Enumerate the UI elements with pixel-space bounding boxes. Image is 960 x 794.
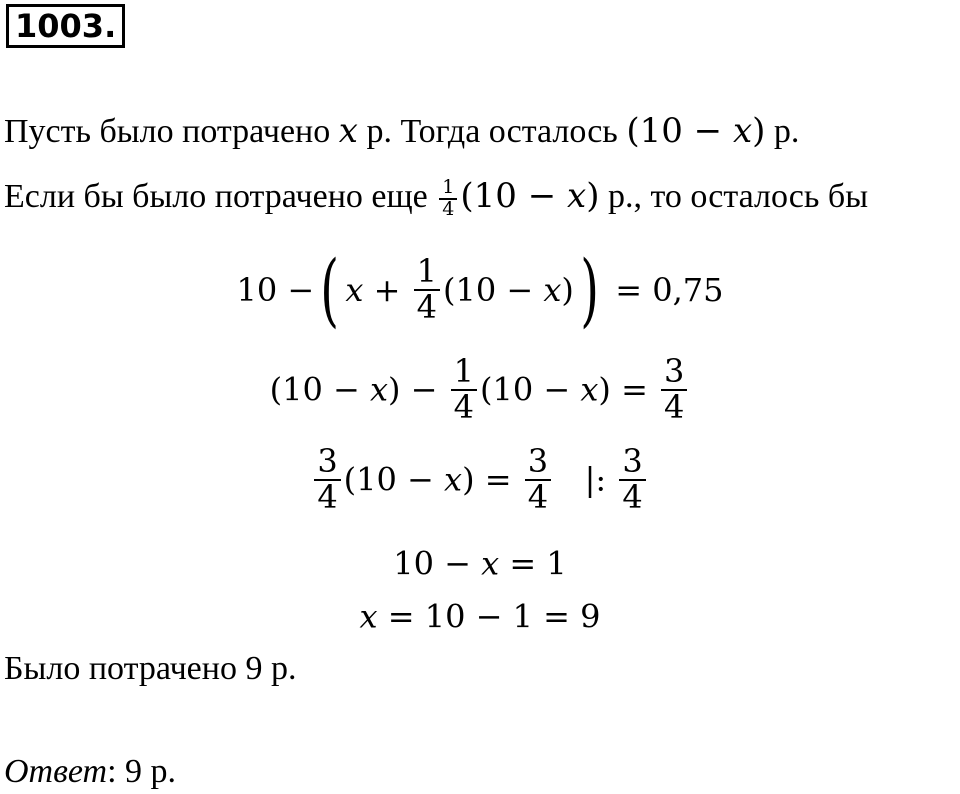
var-x: x bbox=[481, 544, 500, 583]
fraction-three-quarters: $\frac{3}{4}$ bbox=[661, 355, 687, 424]
expr-paren-close: ) bbox=[752, 111, 766, 151]
solution-line-1 bbox=[4, 111, 799, 152]
equation-5: x = 10 − 1 = 9 bbox=[359, 597, 601, 636]
fraction-three-quarters: $\frac{3}{4}$ bbox=[525, 445, 551, 514]
var-x: x bbox=[543, 271, 562, 309]
var-x: x bbox=[369, 370, 388, 409]
expr-paren-open: (10 − bbox=[460, 176, 568, 216]
equation-1: 10 −( x + $\frac{1}{4}$ (10 − x)) = 0,75 bbox=[236, 243, 724, 336]
expr-paren-close: ) bbox=[586, 176, 600, 216]
equation-3: $\frac{3}{4}$ (10 − x) = $\frac{3}{4}$ |: $\frac{3}{4}$ bbox=[0, 445, 960, 514]
line1-text-c: р. bbox=[765, 113, 800, 150]
problem-number: 1003. bbox=[6, 4, 125, 48]
fraction-one-quarter: $\frac{1}{4}$ bbox=[439, 178, 457, 220]
equation-4: 10 − x = 1 bbox=[393, 544, 567, 583]
var-x: x bbox=[580, 370, 599, 409]
var-x: x bbox=[567, 176, 587, 216]
var-x: x bbox=[732, 111, 753, 151]
var-x: x bbox=[359, 597, 378, 636]
answer-label: Ответ bbox=[4, 753, 108, 790]
equation-2: (10 − x) − $\frac{1}{4}$ (10 − x) = $\frac{3}{4}$ bbox=[0, 355, 960, 424]
answer bbox=[4, 752, 176, 792]
answer-value: : 9 р. bbox=[107, 753, 177, 790]
fraction-one-quarter: $\frac{1}{4}$ bbox=[414, 255, 440, 324]
expr-paren-open: (10 − bbox=[626, 111, 733, 151]
fraction-three-quarters: $\frac{3}{4}$ bbox=[314, 445, 340, 514]
solution-line-2 bbox=[4, 176, 868, 220]
var-x: x bbox=[345, 271, 364, 309]
line1-text-a: Пусть было потрачено bbox=[4, 113, 339, 150]
var-x: x bbox=[444, 460, 463, 499]
var-x: x bbox=[338, 111, 358, 151]
fraction-three-quarters: $\frac{3}{4}$ bbox=[619, 445, 645, 514]
line2-text-a: Если бы было потрачено еще bbox=[4, 178, 437, 215]
line1-text-b: р. Тогда осталось bbox=[357, 113, 627, 150]
fraction-one-quarter: $\frac{1}{4}$ bbox=[451, 355, 477, 424]
conclusion: Было потрачено 9 р. bbox=[4, 650, 297, 687]
line2-text-b: р., то осталось бы bbox=[599, 178, 869, 215]
